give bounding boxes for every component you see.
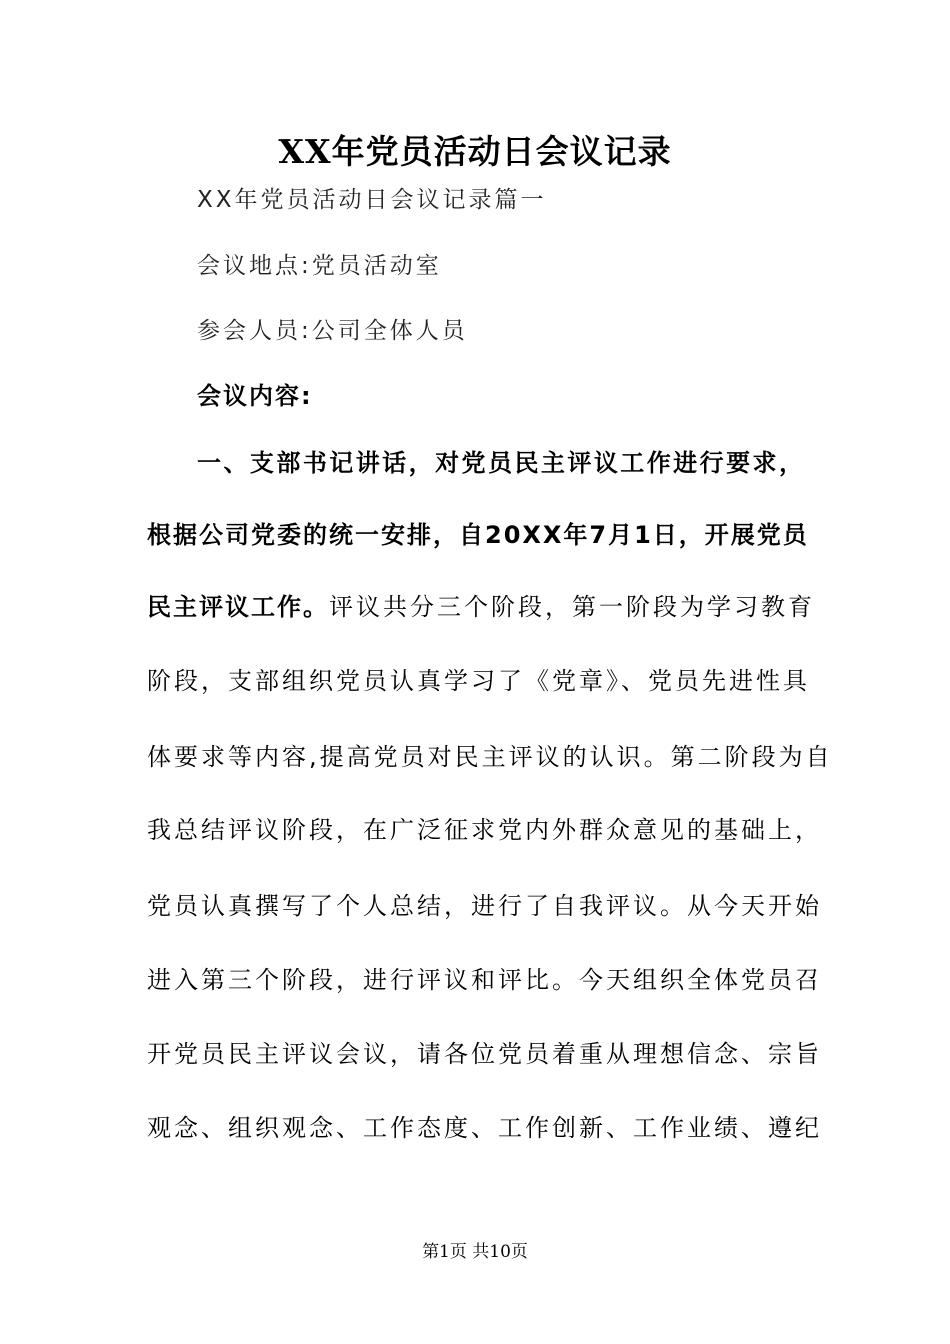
body-line-1: 一、支部书记讲话，对党员民主评议工作进行要求， (197, 449, 805, 477)
body-line-10: 观念、组织观念、工作态度、工作创新、工作业绩、遵纪 (147, 1114, 822, 1142)
body-line-9: 开党员民主评议会议，请各位党员着重从理想信念、宗旨 (147, 1040, 822, 1068)
body-line-2: 根据公司党委的统一安排，自20XX年7月1日，开展党员 (147, 521, 809, 549)
body-line-3-bold: 民主评议工作。 (147, 593, 329, 621)
body-line-6: 我总结评议阶段，在广泛征求党内外群众意见的基础上， (147, 816, 822, 844)
body-line-3-rest: 评议共分三个阶段，第一阶段为学习教育 (329, 593, 815, 621)
body-line-5: 体要求等内容,提高党员对民主评议的认识。第二阶段为自 (147, 743, 833, 771)
document-subtitle: XX年党员活动日会议记录篇一 (197, 187, 547, 213)
body-line-3 (147, 589, 815, 625)
document-title: XX年党员活动日会议记录 (278, 132, 672, 171)
body-line-4: 阶段，支部组织党员认真学习了《党章》、党员先进性具 (147, 667, 810, 695)
page-footer: 第1页 共10页 (422, 1242, 528, 1262)
content-heading: 会议内容: (197, 382, 313, 410)
body-line-7: 党员认真撰写了个人总结，进行了自我评议。从今天开始 (147, 892, 822, 920)
meeting-location: 会议地点:党员活动室 (197, 253, 442, 279)
body-line-8: 进入第三个阶段，进行评议和评比。今天组织全体党员召 (147, 966, 822, 994)
meeting-attendees: 参会人员:公司全体人员 (197, 318, 468, 344)
